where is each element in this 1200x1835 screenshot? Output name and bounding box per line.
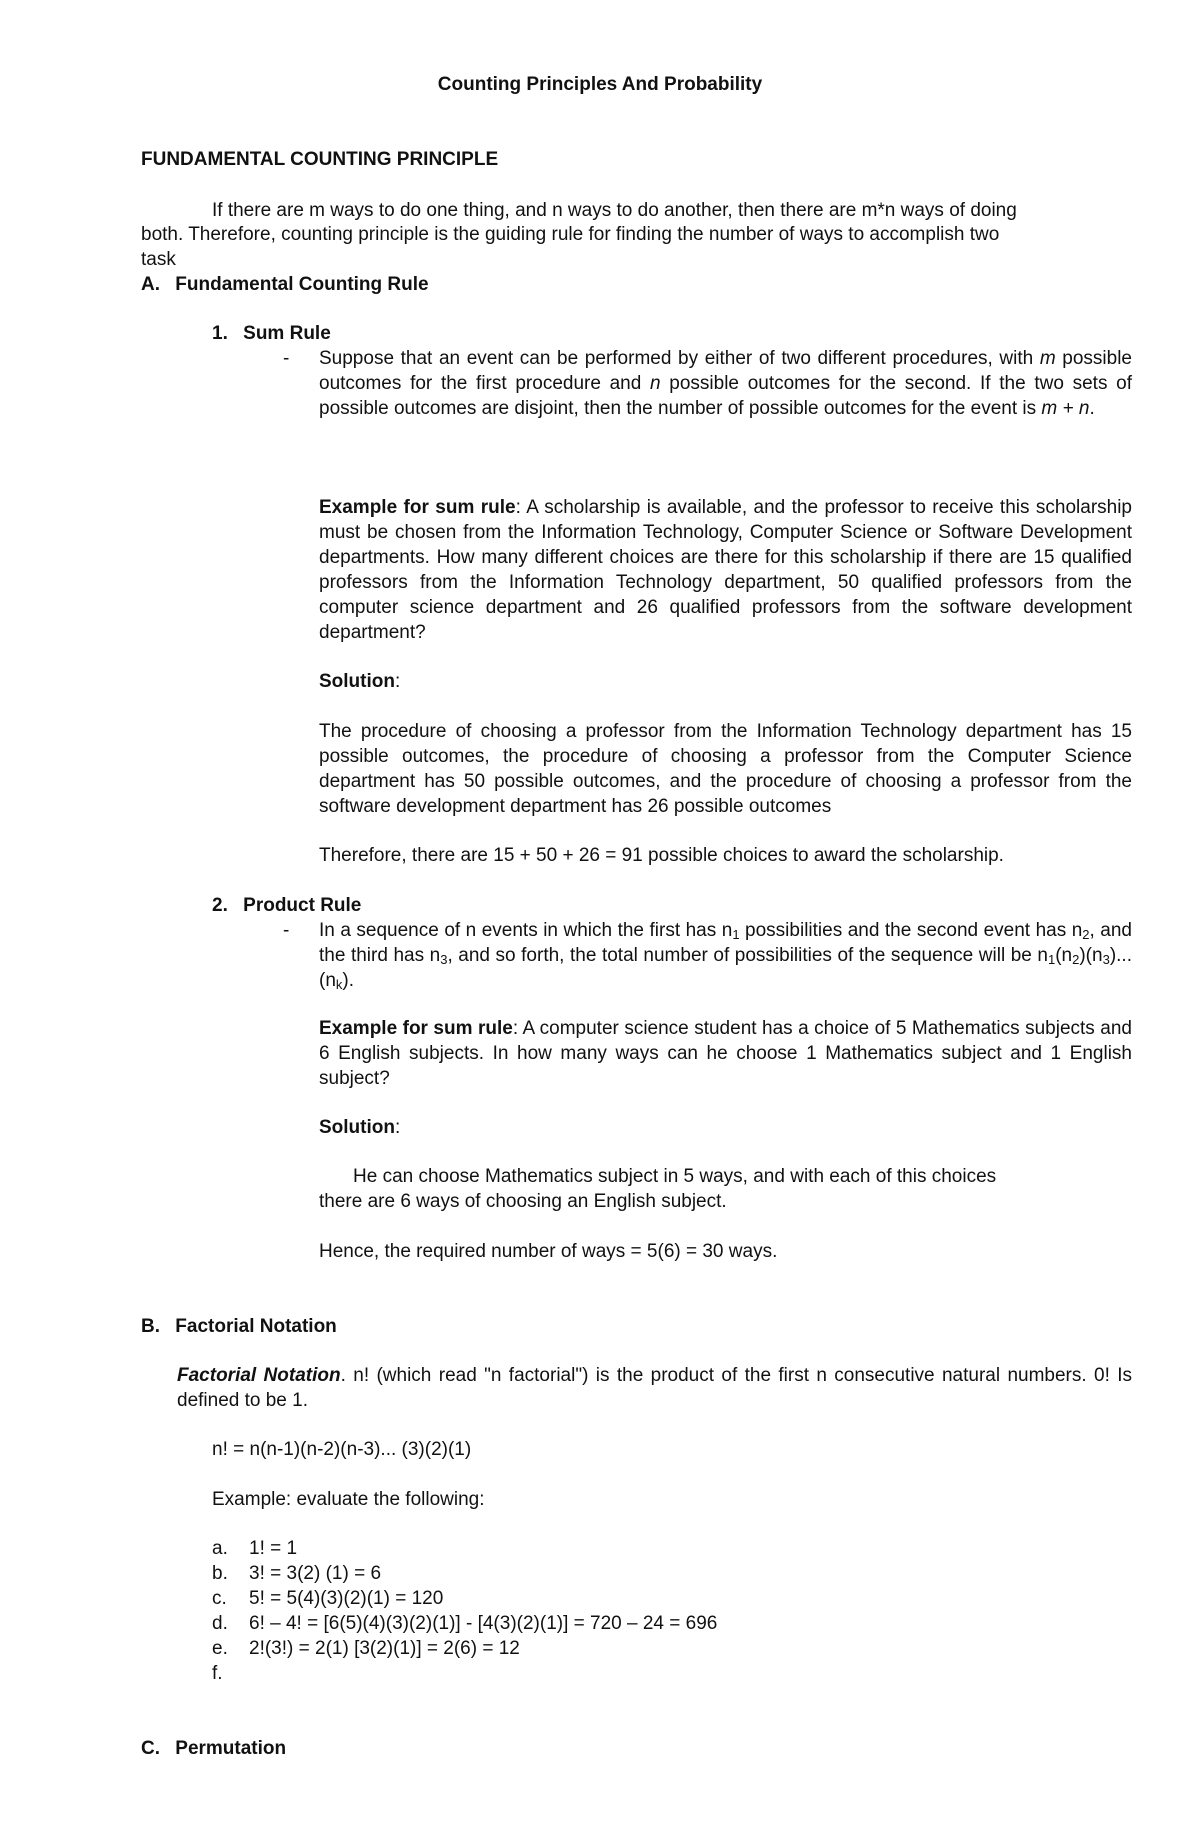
product-rule-solution-line-2: there are 6 ways of choosing an English subject. [319,1191,727,1212]
product-rule-example [319,1016,1132,1091]
section-c-title: Permutation [175,1738,287,1759]
list-item-label: a. [212,1538,228,1559]
product-rule-sub-1: 1 [732,927,740,942]
intro-line-1: If there are m ways to do one thing, and n ways to do another, then there are m*n ways of doing [212,200,1017,221]
section-b-heading [141,1314,337,1339]
list-item [212,1611,717,1636]
sum-rule-dash: - [283,348,290,369]
list-item-text: 1! = 1 [249,1538,298,1559]
main-heading: FUNDAMENTAL COUNTING PRINCIPLE [141,149,499,170]
list-item-text: 2!(3!) = 2(1) [3(2)(1)] = 2(6) = 12 [249,1638,520,1659]
sum-rule-solution-label: Solution [319,671,395,692]
product-rule-heading [212,893,361,918]
sum-rule-def-m: m [1039,348,1056,369]
sum-rule-def-text-2: possible outcomes for the first procedure and [319,348,1132,394]
list-item-text: 3! = 3(2) (1) = 6 [249,1563,382,1584]
product-rule-dash: - [283,920,290,941]
sum-rule-def-end: . [1089,398,1095,419]
sum-rule-example [319,495,1132,645]
section-a-letter: A. [141,274,160,295]
product-rule-def-e: (n [1055,945,1073,966]
sum-rule-example-text: : A scholarship is available, and the professor to receive this scholarship must be chosen from the Information Technology, Computer Science or Software Development departments. How many different choices are there for this scholarship if there are 15 qualified professors from the Information Technology department, 50 qualified professors from the computer science department and 26 qualified professors from the software development department? [319,497,1132,643]
list-item [212,1561,381,1586]
factorial-definition-text: . n! (which read "n factorial") is the product of the first n consecutive natural numbers. 0! Is defined to be 1. [177,1365,1132,1411]
list-item-label: b. [212,1563,228,1584]
document-title: Counting Principles And Probability [437,74,763,95]
list-item-label: d. [212,1613,228,1634]
factorial-example-intro: Example: evaluate the following: [212,1489,485,1510]
product-rule-sub-5: 2 [1072,952,1080,967]
factorial-definition-label: Factorial Notation [177,1365,341,1386]
factorial-definition [177,1363,1132,1413]
list-item [212,1536,297,1561]
sum-rule-number: 1. [212,323,228,344]
product-rule-def-b: possibilities and the second event has n [739,920,1083,941]
section-b-letter: B. [141,1316,160,1337]
list-item-label: e. [212,1638,228,1659]
sum-rule-def-text-3: possible outcomes for the second. If the two sets of possible outcomes are disjoint, then the number of possible outcomes for the event is [319,373,1133,419]
product-rule-solution-colon: : [394,1117,401,1138]
product-rule-sub-4: 1 [1047,952,1056,967]
product-rule-sub-7: k [335,977,343,992]
list-item-text: 5! = 5(4)(3)(2)(1) = 120 [249,1588,444,1609]
product-rule-def-f: )(n [1079,945,1103,966]
product-rule-title: Product Rule [243,895,362,916]
sum-rule-example-label: Example for sum rule [319,497,516,518]
intro-line-3: task [141,249,176,270]
sum-rule-solution-heading [319,669,1132,694]
product-rule-example-label: Example for sum rule [319,1018,513,1039]
section-b-title: Factorial Notation [175,1316,337,1337]
sum-rule-def-text-1: Suppose that an event can be performed by either of two different procedures, with [319,348,1034,369]
sum-rule-def-n: n [650,373,661,394]
list-item [212,1636,520,1661]
sum-rule-conclusion: Therefore, there are 15 + 50 + 26 = 91 possible choices to award the scholarship. [319,845,1004,866]
list-item [212,1586,443,1611]
product-rule-def-h: ). [342,970,355,991]
sum-rule-def-mn: m + n [1041,398,1090,419]
intro-line-2: both. Therefore, counting principle is the guiding rule for finding the number of ways to accomplish two [141,224,1000,245]
product-rule-example-text: : A computer science student has a choice of 5 Mathematics subjects and 6 English subjects. In how many ways can he choose 1 Mathematics subject and 1 English subject? [319,1018,1132,1089]
product-rule-sub-3: 3 [440,952,448,967]
product-rule-conclusion: Hence, the required number of ways = 5(6) = 30 ways. [319,1241,778,1262]
sum-rule-solution-colon: : [394,671,401,692]
product-rule-solution-line-1: He can choose Mathematics subject in 5 ways, and with each of this choices [353,1166,997,1187]
product-rule-def-c: , and the third has n [319,920,1132,966]
product-rule-solution-heading [319,1115,1132,1140]
list-item-label: f. [212,1663,223,1684]
product-rule-number: 2. [212,895,228,916]
list-item [212,1661,249,1686]
section-a-heading [141,272,429,297]
sum-rule-solution-text: The procedure of choosing a professor from the Information Technology department has 15 possible outcomes, the procedure of choosing a professor from the Computer Science department has 50 possible outcomes, and the procedure of choosing a professor from the software development department has 26 possible outcomes [319,721,1132,817]
product-rule-definition [319,918,1132,993]
sum-rule-definition [319,346,1132,421]
list-item-label: c. [212,1588,227,1609]
product-rule-solution-label: Solution [319,1117,395,1138]
product-rule-def-d: , and so forth, the total number of possibilities of the sequence will be n [447,945,1048,966]
section-a-title: Fundamental Counting Rule [175,274,429,295]
sum-rule-heading [212,321,331,346]
product-rule-def-g: )...(n [319,945,1132,991]
section-c-heading [141,1736,286,1761]
section-c-letter: C. [141,1738,160,1759]
product-rule-def-a: In a sequence of n events in which the first has n [319,920,733,941]
product-rule-sub-2: 2 [1082,927,1090,942]
sum-rule-title: Sum Rule [243,323,331,344]
product-rule-sub-6: 3 [1102,952,1110,967]
factorial-formula: n! = n(n-1)(n-2)(n-3)... (3)(2)(1) [212,1439,472,1460]
list-item-text: 6! – 4! = [6(5)(4)(3)(2)(1)] - [4(3)(2)(1)] = 720 – 24 = 696 [249,1613,718,1634]
